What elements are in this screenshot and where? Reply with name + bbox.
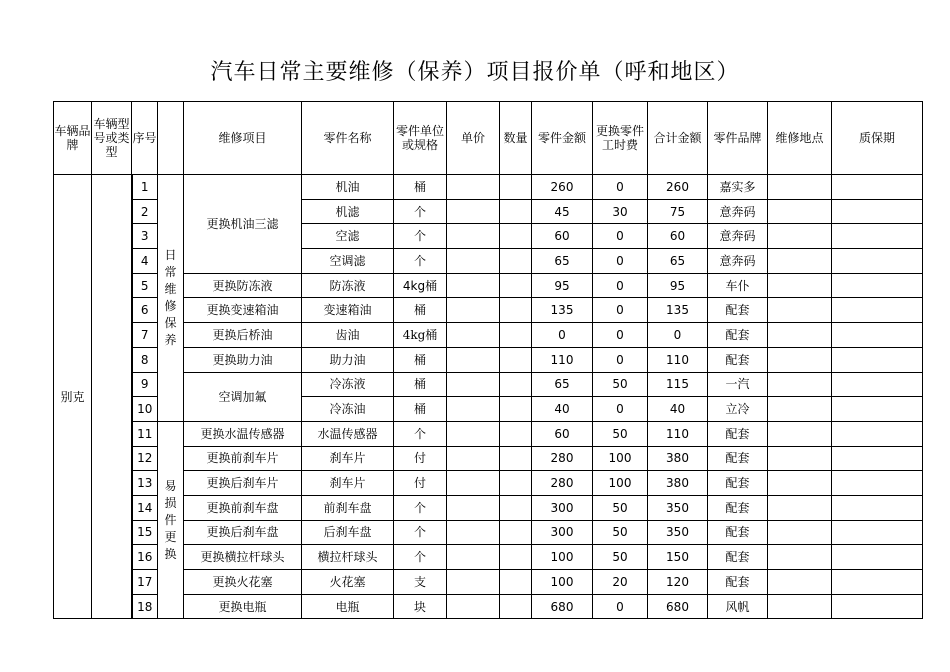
cell-part: 防冻液: [302, 273, 394, 298]
cell-part-brand: 配套: [708, 323, 768, 348]
cell-part: 水温传感器: [302, 421, 394, 446]
cell-price: [447, 298, 500, 323]
cell-location: [768, 224, 832, 249]
cell-unit: 桶: [394, 347, 447, 372]
row-seq: 13: [132, 471, 158, 496]
cell-part-brand: 配套: [708, 570, 768, 595]
cell-warranty: [832, 421, 923, 446]
cell-warranty: [832, 520, 923, 545]
cell-price: [447, 545, 500, 570]
header-part: 零件名称: [302, 102, 394, 175]
repair-item: 更换前刹车片: [184, 446, 302, 471]
repair-item: 更换变速箱油: [184, 298, 302, 323]
cell-location: [768, 421, 832, 446]
cell-qty: [500, 545, 532, 570]
cell-warranty: [832, 175, 923, 200]
cell-total: 260: [648, 175, 708, 200]
repair-item: 空调加氟: [184, 372, 302, 421]
cell-labor: 50: [593, 372, 648, 397]
cell-part: 冷冻液: [302, 372, 394, 397]
cell-part-amount: 110: [532, 347, 593, 372]
header-category: [158, 102, 184, 175]
cell-total: 350: [648, 520, 708, 545]
cell-unit: 4kg桶: [394, 273, 447, 298]
cell-total: 110: [648, 347, 708, 372]
cell-labor: 50: [593, 520, 648, 545]
cell-total: 75: [648, 199, 708, 224]
header-qty: 数量: [500, 102, 532, 175]
cell-total: 110: [648, 421, 708, 446]
row-seq: 16: [132, 545, 158, 570]
header-labor: 更换零件工时费: [593, 102, 648, 175]
cell-part-amount: 0: [532, 323, 593, 348]
table-row: [54, 520, 923, 545]
cell-part-brand: 立冷: [708, 397, 768, 422]
cell-location: [768, 249, 832, 274]
cell-warranty: [832, 199, 923, 224]
repair-item: 更换后刹车片: [184, 471, 302, 496]
table-row: [54, 273, 923, 298]
cell-part-amount: 100: [532, 545, 593, 570]
cell-part-brand: 配套: [708, 421, 768, 446]
repair-item: 更换火花塞: [184, 570, 302, 595]
row-seq: 12: [132, 446, 158, 471]
cell-unit: 个: [394, 545, 447, 570]
cell-warranty: [832, 545, 923, 570]
cell-part: 刹车片: [302, 471, 394, 496]
cell-location: [768, 347, 832, 372]
cell-part: 冷冻油: [302, 397, 394, 422]
cell-warranty: [832, 594, 923, 619]
vehicle-model: [92, 175, 132, 619]
cell-labor: 0: [593, 224, 648, 249]
cell-part: 横拉杆球头: [302, 545, 394, 570]
cell-unit: 个: [394, 520, 447, 545]
cell-unit: 个: [394, 495, 447, 520]
cell-unit: 4kg桶: [394, 323, 447, 348]
cell-unit: 个: [394, 224, 447, 249]
cell-price: [447, 199, 500, 224]
cell-qty: [500, 495, 532, 520]
cell-warranty: [832, 570, 923, 595]
cell-labor: 0: [593, 249, 648, 274]
repair-item: 更换防冻液: [184, 273, 302, 298]
table-row: [54, 347, 923, 372]
row-seq: 8: [132, 347, 158, 372]
cell-price: [447, 224, 500, 249]
cell-total: 350: [648, 495, 708, 520]
cell-labor: 100: [593, 446, 648, 471]
cell-warranty: [832, 224, 923, 249]
table-row: [54, 570, 923, 595]
cell-qty: [500, 446, 532, 471]
cell-part-brand: 配套: [708, 545, 768, 570]
cell-qty: [500, 397, 532, 422]
header-part-brand: 零件品牌: [708, 102, 768, 175]
vehicle-brand: 别克: [54, 175, 92, 619]
quote-table: [53, 101, 923, 619]
category-char: 保: [164, 315, 177, 330]
cell-part-amount: 95: [532, 273, 593, 298]
category-char: 日: [164, 247, 177, 262]
cell-warranty: [832, 323, 923, 348]
category-char: 换: [164, 546, 177, 561]
cell-part: 空滤: [302, 224, 394, 249]
cell-total: 680: [648, 594, 708, 619]
cell-part-amount: 280: [532, 446, 593, 471]
table-row: [54, 594, 923, 619]
category-char: 常: [164, 264, 177, 279]
cell-location: [768, 520, 832, 545]
header-unit: 零件单位或规格: [394, 102, 447, 175]
category-char: 维: [164, 281, 177, 296]
cell-part: 齿油: [302, 323, 394, 348]
cell-qty: [500, 421, 532, 446]
cell-unit: 桶: [394, 372, 447, 397]
repair-item: 更换电瓶: [184, 594, 302, 619]
cell-part-amount: 260: [532, 175, 593, 200]
table-row: [54, 298, 923, 323]
cell-unit: 支: [394, 570, 447, 595]
row-seq: 3: [132, 224, 158, 249]
cell-part: 变速箱油: [302, 298, 394, 323]
cell-part-amount: 45: [532, 199, 593, 224]
table-row: [54, 446, 923, 471]
cell-price: [447, 397, 500, 422]
cell-part: 空调滤: [302, 249, 394, 274]
cell-unit: 桶: [394, 175, 447, 200]
cell-location: [768, 175, 832, 200]
header-warranty: 质保期: [832, 102, 923, 175]
cell-warranty: [832, 273, 923, 298]
cell-qty: [500, 347, 532, 372]
cell-total: 135: [648, 298, 708, 323]
cell-labor: 50: [593, 421, 648, 446]
category-char: 易: [164, 478, 177, 493]
cell-labor: 30: [593, 199, 648, 224]
cell-unit: 付: [394, 471, 447, 496]
cell-price: [447, 421, 500, 446]
cell-part-brand: 风帆: [708, 594, 768, 619]
cell-warranty: [832, 372, 923, 397]
cell-qty: [500, 594, 532, 619]
cell-price: [447, 323, 500, 348]
cell-part-brand: 一汽: [708, 372, 768, 397]
category-wear-parts: [158, 421, 184, 619]
cell-warranty: [832, 495, 923, 520]
category-char: 养: [164, 332, 177, 347]
cell-location: [768, 397, 832, 422]
repair-item: 更换助力油: [184, 347, 302, 372]
cell-part-amount: 60: [532, 224, 593, 249]
cell-labor: 100: [593, 471, 648, 496]
cell-part-brand: 配套: [708, 471, 768, 496]
cell-location: [768, 471, 832, 496]
table-row: [54, 495, 923, 520]
cell-unit: 桶: [394, 298, 447, 323]
cell-location: [768, 594, 832, 619]
cell-part: 后刹车盘: [302, 520, 394, 545]
header-total: 合计金额: [648, 102, 708, 175]
category-char: 更: [164, 529, 177, 544]
row-seq: 1: [132, 175, 158, 200]
row-seq: 11: [132, 421, 158, 446]
category-char: 修: [164, 298, 177, 313]
cell-location: [768, 545, 832, 570]
cell-price: [447, 471, 500, 496]
cell-location: [768, 446, 832, 471]
cell-labor: 0: [593, 175, 648, 200]
cell-location: [768, 273, 832, 298]
cell-total: 0: [648, 323, 708, 348]
row-seq: 9: [132, 372, 158, 397]
repair-item: 更换后桥油: [184, 323, 302, 348]
table-row: [54, 175, 923, 200]
cell-total: 115: [648, 372, 708, 397]
cell-location: [768, 199, 832, 224]
cell-location: [768, 323, 832, 348]
table-row: [54, 323, 923, 348]
cell-location: [768, 372, 832, 397]
repair-item: 更换水温传感器: [184, 421, 302, 446]
cell-part-amount: 680: [532, 594, 593, 619]
table-row: [54, 545, 923, 570]
cell-labor: 0: [593, 347, 648, 372]
cell-location: [768, 570, 832, 595]
cell-qty: [500, 520, 532, 545]
header-row: [54, 102, 923, 175]
header-price: 单价: [447, 102, 500, 175]
cell-part-brand: 配套: [708, 347, 768, 372]
cell-price: [447, 249, 500, 274]
header-model: 车辆型号或类型: [92, 102, 132, 175]
cell-part-brand: 车仆: [708, 273, 768, 298]
cell-qty: [500, 199, 532, 224]
cell-warranty: [832, 446, 923, 471]
category-daily-maintenance: [158, 175, 184, 422]
cell-price: [447, 520, 500, 545]
cell-warranty: [832, 397, 923, 422]
cell-price: [447, 446, 500, 471]
cell-qty: [500, 471, 532, 496]
document-title: 汽车日常主要维修（保养）项目报价单（呼和地区）: [210, 60, 740, 85]
cell-labor: 0: [593, 298, 648, 323]
repair-item: 更换前刹车盘: [184, 495, 302, 520]
cell-unit: 个: [394, 249, 447, 274]
cell-part: 助力油: [302, 347, 394, 372]
cell-part: 机滤: [302, 199, 394, 224]
cell-total: 65: [648, 249, 708, 274]
cell-qty: [500, 224, 532, 249]
cell-warranty: [832, 471, 923, 496]
table-row: [54, 421, 923, 446]
row-seq: 6: [132, 298, 158, 323]
cell-labor: 0: [593, 594, 648, 619]
cell-labor: 50: [593, 545, 648, 570]
cell-part-amount: 300: [532, 495, 593, 520]
cell-part-amount: 100: [532, 570, 593, 595]
cell-warranty: [832, 347, 923, 372]
header-location: 维修地点: [768, 102, 832, 175]
row-seq: 4: [132, 249, 158, 274]
row-seq: 5: [132, 273, 158, 298]
cell-labor: 0: [593, 323, 648, 348]
cell-qty: [500, 249, 532, 274]
header-item: 维修项目: [184, 102, 302, 175]
cell-part-brand: 意奔码: [708, 249, 768, 274]
cell-price: [447, 570, 500, 595]
cell-total: 40: [648, 397, 708, 422]
cell-part-brand: 嘉实多: [708, 175, 768, 200]
category-char: 损: [164, 495, 177, 510]
table-row: [54, 372, 923, 397]
cell-labor: 0: [593, 397, 648, 422]
cell-part-brand: 配套: [708, 520, 768, 545]
cell-part-brand: 配套: [708, 495, 768, 520]
row-seq: 7: [132, 323, 158, 348]
cell-price: [447, 495, 500, 520]
cell-part: 电瓶: [302, 594, 394, 619]
cell-total: 150: [648, 545, 708, 570]
row-seq: 2: [132, 199, 158, 224]
cell-unit: 块: [394, 594, 447, 619]
cell-unit: 个: [394, 421, 447, 446]
table-row: [54, 471, 923, 496]
cell-total: 120: [648, 570, 708, 595]
cell-unit: 付: [394, 446, 447, 471]
row-seq: 10: [132, 397, 158, 422]
category-char: 件: [164, 512, 177, 527]
row-seq: 18: [132, 594, 158, 619]
cell-total: 60: [648, 224, 708, 249]
cell-warranty: [832, 298, 923, 323]
cell-total: 95: [648, 273, 708, 298]
cell-part-brand: 意奔码: [708, 224, 768, 249]
cell-part-amount: 300: [532, 520, 593, 545]
cell-part-brand: 配套: [708, 446, 768, 471]
cell-labor: 0: [593, 273, 648, 298]
header-seq: 序号: [132, 102, 158, 175]
cell-price: [447, 372, 500, 397]
cell-price: [447, 347, 500, 372]
cell-part-amount: 65: [532, 372, 593, 397]
cell-part-amount: 280: [532, 471, 593, 496]
cell-location: [768, 298, 832, 323]
row-seq: 15: [132, 520, 158, 545]
cell-qty: [500, 323, 532, 348]
row-seq: 17: [132, 570, 158, 595]
cell-part: 刹车片: [302, 446, 394, 471]
repair-item: 更换后刹车盘: [184, 520, 302, 545]
repair-item: 更换机油三滤: [184, 175, 302, 274]
cell-labor: 20: [593, 570, 648, 595]
cell-price: [447, 175, 500, 200]
header-part-amount: 零件金额: [532, 102, 593, 175]
cell-price: [447, 594, 500, 619]
cell-total: 380: [648, 446, 708, 471]
header-brand: 车辆品牌: [54, 102, 92, 175]
cell-labor: 50: [593, 495, 648, 520]
cell-qty: [500, 372, 532, 397]
cell-part-amount: 65: [532, 249, 593, 274]
cell-qty: [500, 570, 532, 595]
cell-part: 机油: [302, 175, 394, 200]
cell-part-amount: 40: [532, 397, 593, 422]
cell-price: [447, 273, 500, 298]
cell-location: [768, 495, 832, 520]
repair-item: 更换横拉杆球头: [184, 545, 302, 570]
cell-qty: [500, 298, 532, 323]
row-seq: 14: [132, 495, 158, 520]
cell-qty: [500, 273, 532, 298]
cell-warranty: [832, 249, 923, 274]
cell-part: 火花塞: [302, 570, 394, 595]
cell-part-amount: 135: [532, 298, 593, 323]
cell-unit: 桶: [394, 397, 447, 422]
cell-total: 380: [648, 471, 708, 496]
cell-part: 前刹车盘: [302, 495, 394, 520]
cell-part-brand: 配套: [708, 298, 768, 323]
cell-qty: [500, 175, 532, 200]
cell-part-amount: 60: [532, 421, 593, 446]
cell-unit: 个: [394, 199, 447, 224]
cell-part-brand: 意奔码: [708, 199, 768, 224]
